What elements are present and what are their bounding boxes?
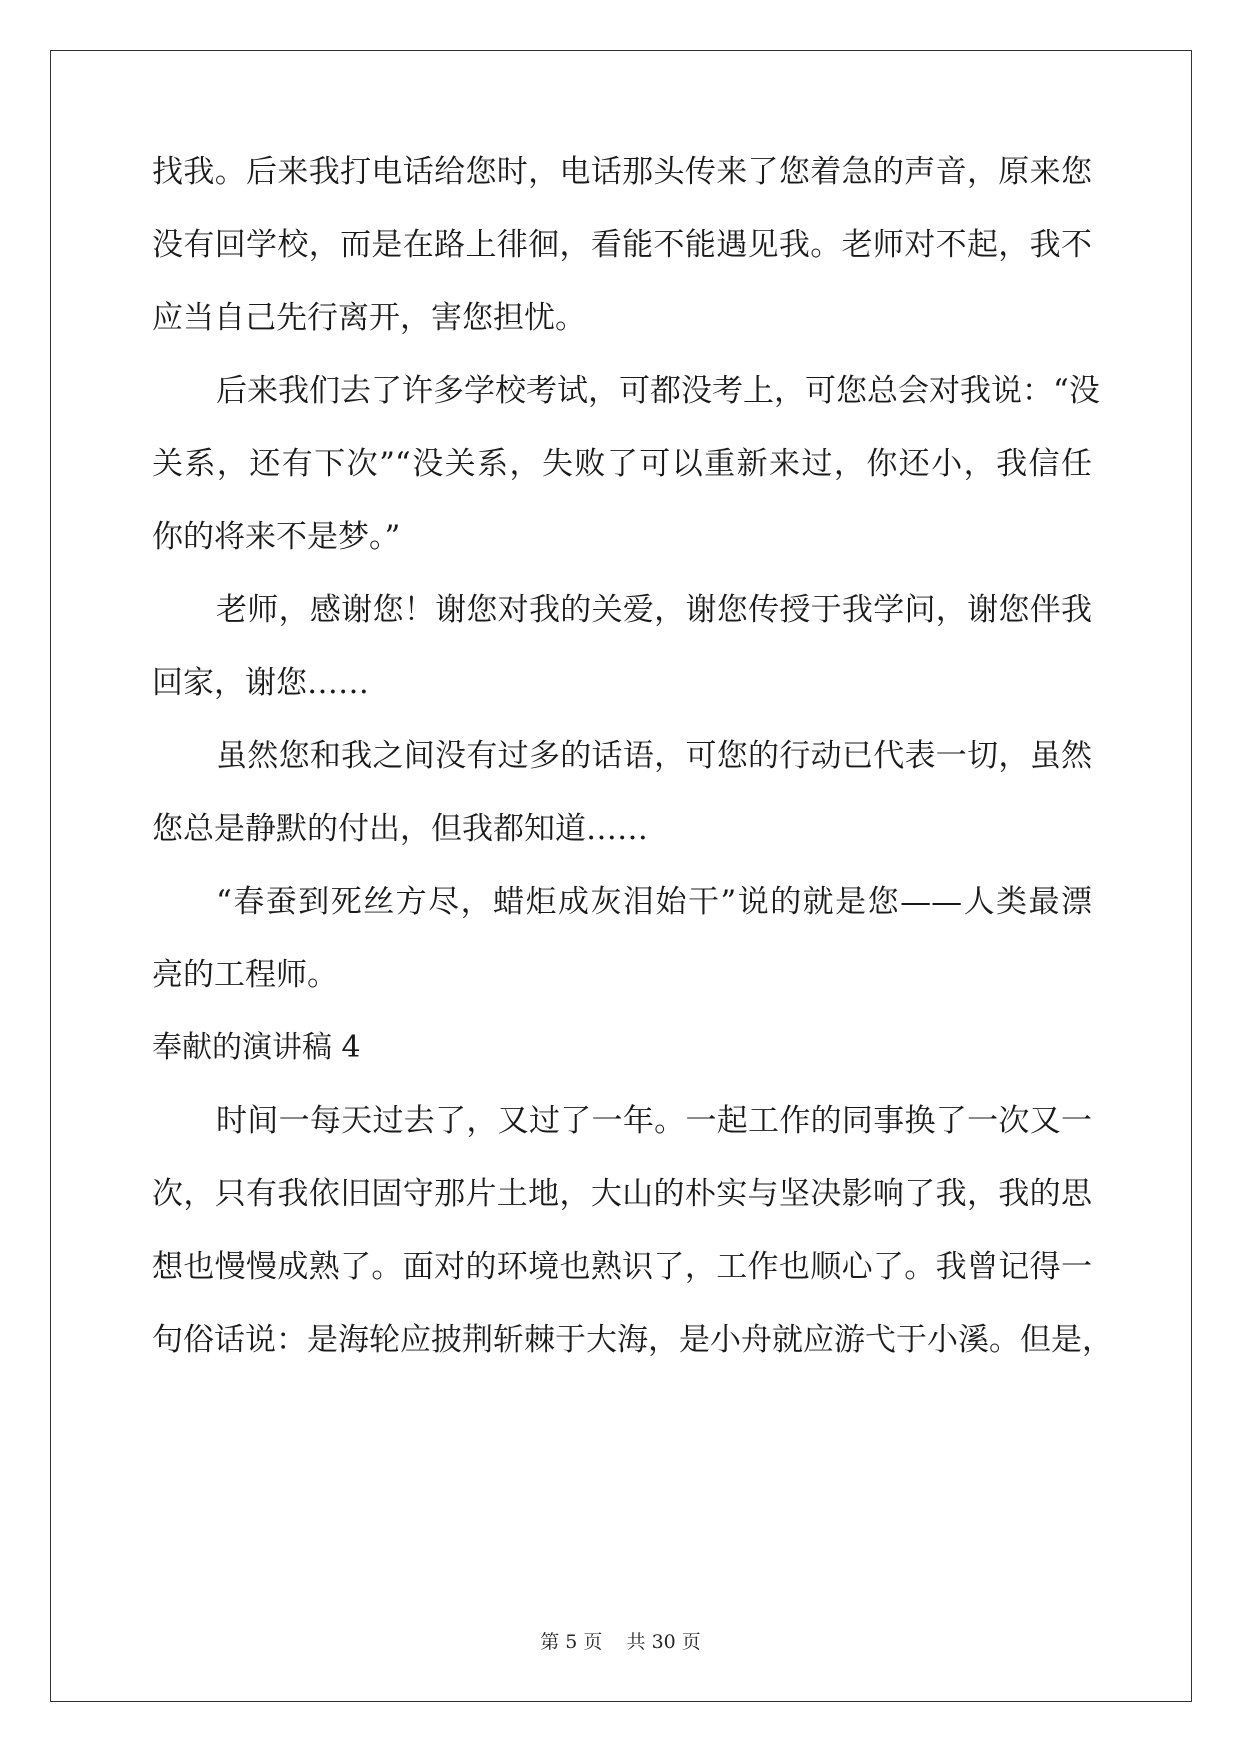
text-line: 没有回学校，而是在路上徘徊，看能不能遇见我。老师对不起，我不 [152,227,1092,263]
text-line: “春蚕到死丝方尽，蜡炬成灰泪始干”说的就是您——人类最漂 [216,884,1092,920]
page-number-footer: 第 5 页 共 30 页 [540,1631,701,1653]
text-line: 虽然您和我之间没有过多的话语，可您的行动已代表一切，虽然 [216,738,1092,774]
text-line: 找我。后来我打电话给您时，电话那头传来了您着急的声音，原来您 [152,154,1092,190]
text-line: 你的将来不是梦。” [152,519,401,555]
text-line: 老师，感谢您！谢您对我的关爱，谢您传授于我学问，谢您伴我 [216,592,1092,628]
text-line: 想也慢慢成熟了。面对的环境也熟识了，工作也顺心了。我曾记得一 [152,1249,1092,1285]
text-line: 亮的工程师。 [152,957,338,993]
text-line: 后来我们去了许多学校考试，可都没考上，可您总会对我说：“没 [216,373,1100,409]
text-line: 回家，谢您…… [152,665,369,701]
text-line: 时间一每天过去了，又过了一年。一起工作的同事换了一次又一 [216,1103,1092,1139]
text-line: 关系，还有下次”“没关系，失败了可以重新来过，你还小，我信任 [152,446,1092,482]
section-heading: 奉献的演讲稿 4 [152,1030,361,1065]
text-line: 应当自己先行离开，害您担忧。 [152,300,586,336]
text-line: 句俗话说：是海轮应披荆斩棘于大海，是小舟就应游弋于小溪。但是， [152,1322,1113,1358]
text-line: 您总是静默的付出，但我都知道…… [152,811,648,847]
text-line: 次，只有我依旧固守那片土地，大山的朴实与坚决影响了我，我的思 [152,1176,1092,1212]
